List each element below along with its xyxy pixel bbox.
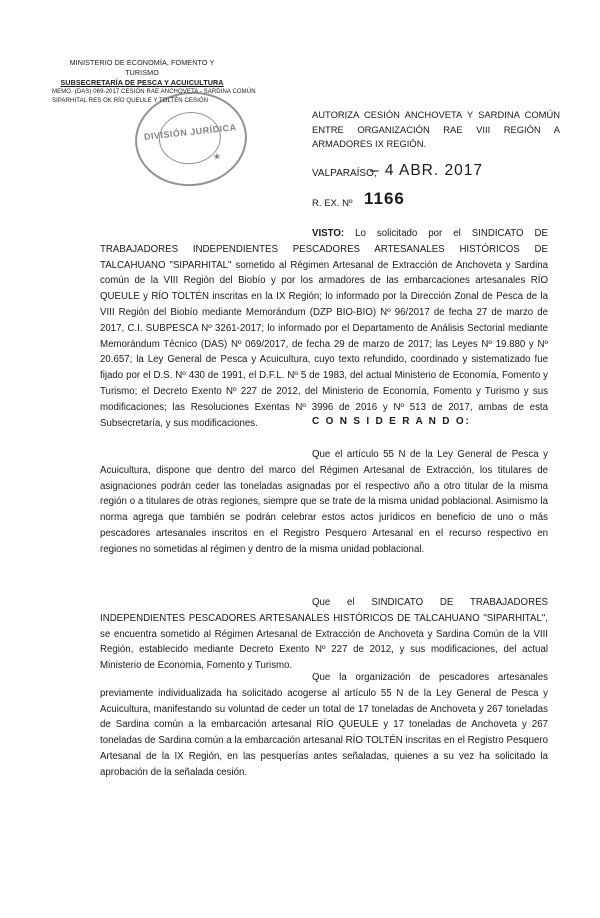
considerando-paragraph-2 [100,595,548,674]
resolution-label: R. EX. Nº [312,198,353,209]
considerando-3-text: Que la organización de pescadores artesanales previamente individualizada ha solicitado acogerse al artículo 55 N de la Ley General de Pesca y Acuicultura, manifestando su voluntad de ceder un total de 17 toneladas de Anchoveta y 267 toneladas de Sardina común a la embarcación artesanal RÍO QUEULE y 17 toneladas de Anchoveta y 267 toneladas de Sardina común a la embarcación artesanal RÍO TOLTÉN inscritas en el Registro Pesquero Artesanal de la IX Región, en las pesquerías antes señaladas, quienes a su vez ha solicitado la aprobación de la señalada cesión. [100,672,548,778]
considerando-2-text: Que el SINDICATO DE TRABAJADORES INDEPENDIENTES PESCADORES ARTESANALES HISTÓRICOS DE TALCAHUANO "SIPARHITAL", se encuentra sometido al Régimen Artesanal de Extracción de Anchoveta y Sardina Común de la VIII Región, establecido mediante Decreto Exento Nº 227 de 2012, y sus modificaciones, del actual Ministerio de Economía, Fomento y Turismo. [100,597,548,672]
subsecretaria-name: SUBSECRETARÍA DE PESCA Y ACUICULTURA [60,78,224,87]
visto-label: VISTO: [312,228,345,239]
star-icon: ★ [212,150,222,162]
stamp-label: DIVISIÓN JURÍDICA [143,122,238,142]
considerando-paragraph-1 [100,447,548,558]
considerando-1-text: Que el artículo 55 N de la Ley General de Pesca y Acuicultura, dispone que dentro del marco del Régimen Artesanal de Extracción, los titulares de asignaciones podrán ceder las toneladas asignadas por el respectivo año a otro titular de la misma región o a titulares de otras regiones, siempre que se trate de la misma unidad poblacional. Asimismo la norma agrega que también se podrán celebrar estos actos jurídicos en beneficio de uno o más pescadores artesanales inscritos en el Registro Pesquero Artesanal en el recurso respectivo en regiones no sometidas al régimen y dentro de la misma unidad poblacional. [100,449,548,555]
memo-reference: MEMO. (DAS) 069-2017 CESIÓN RAE ANCHOVETA - SARDINA COMÚN [52,89,256,95]
ministry-name: MINISTERIO DE ECONOMÍA, FOMENTO Y TURISMO [69,58,215,77]
resolution-subject: AUTORIZA CESIÓN ANCHOVETA Y SARDINA COMÚN ENTRE ORGANIZACIÓN RAE VIII REGIÓN A ARMADORES IX REGIÓN. [312,109,560,149]
date-stamp: – 4 ABR. 2017 [370,162,483,179]
resolution-number: 1166 [364,189,405,208]
date-place: VALPARAÍSO, [312,168,377,179]
considerando-heading: C O N S I D E R A N D O: [312,416,471,427]
visto-paragraph [100,226,548,431]
visto-text: Lo solicitado por el SINDICATO DE TRABAJADORES INDEPENDIENTES PESCADORES ARTESANALES HISTÓRICOS DE TALCAHUANO "SIPARHITAL" sometido al Régimen Artesanal de Extracción de Anchoveta y Sardina común de la VIII Región del Biobío y por los armadores de las embarcaciones artesanales RÍO QUEULE y RÍO TOLTÉN inscritas en la IX Región; lo informado por la Dirección Zonal de Pesca de la VIII Región del Biobío mediante Memorándum (DZP BIO-BIO) Nº 96/2017 de fecha 27 de marzo de 2017, C.I. SUBPESCA Nº 3261-2017; lo informado por el Departamento de Análisis Sectorial mediante Memorándum Técnico (DAS) Nº 069/2017, de fecha 29 de marzo de 2017; las Leyes Nº 19.880 y Nº 20.657; la Ley General de Pesca y Acuicultura, cuyo texto refundido, coordinado y sistematizado fue fijado por el D.S. Nº 430 de 1991, el D.F.L. Nº 5 de 1983, del actual Ministerio de Economía, Fomento y Turismo; el Decreto Exento Nº 227 de 2012, del Ministerio de Economía, Fomento y Turismo y sus modificaciones; las Resoluciones Exentas Nº 3996 de 2016 y Nº 513 de 2017, ambas de esta Subsecretaría, y sus modificaciones. [100,228,548,429]
file-reference: SIPARHITAL RES OK RÍO QUEULE Y TOLTÉN CESIÓN [52,98,209,104]
considerando-paragraph-3 [100,670,548,781]
